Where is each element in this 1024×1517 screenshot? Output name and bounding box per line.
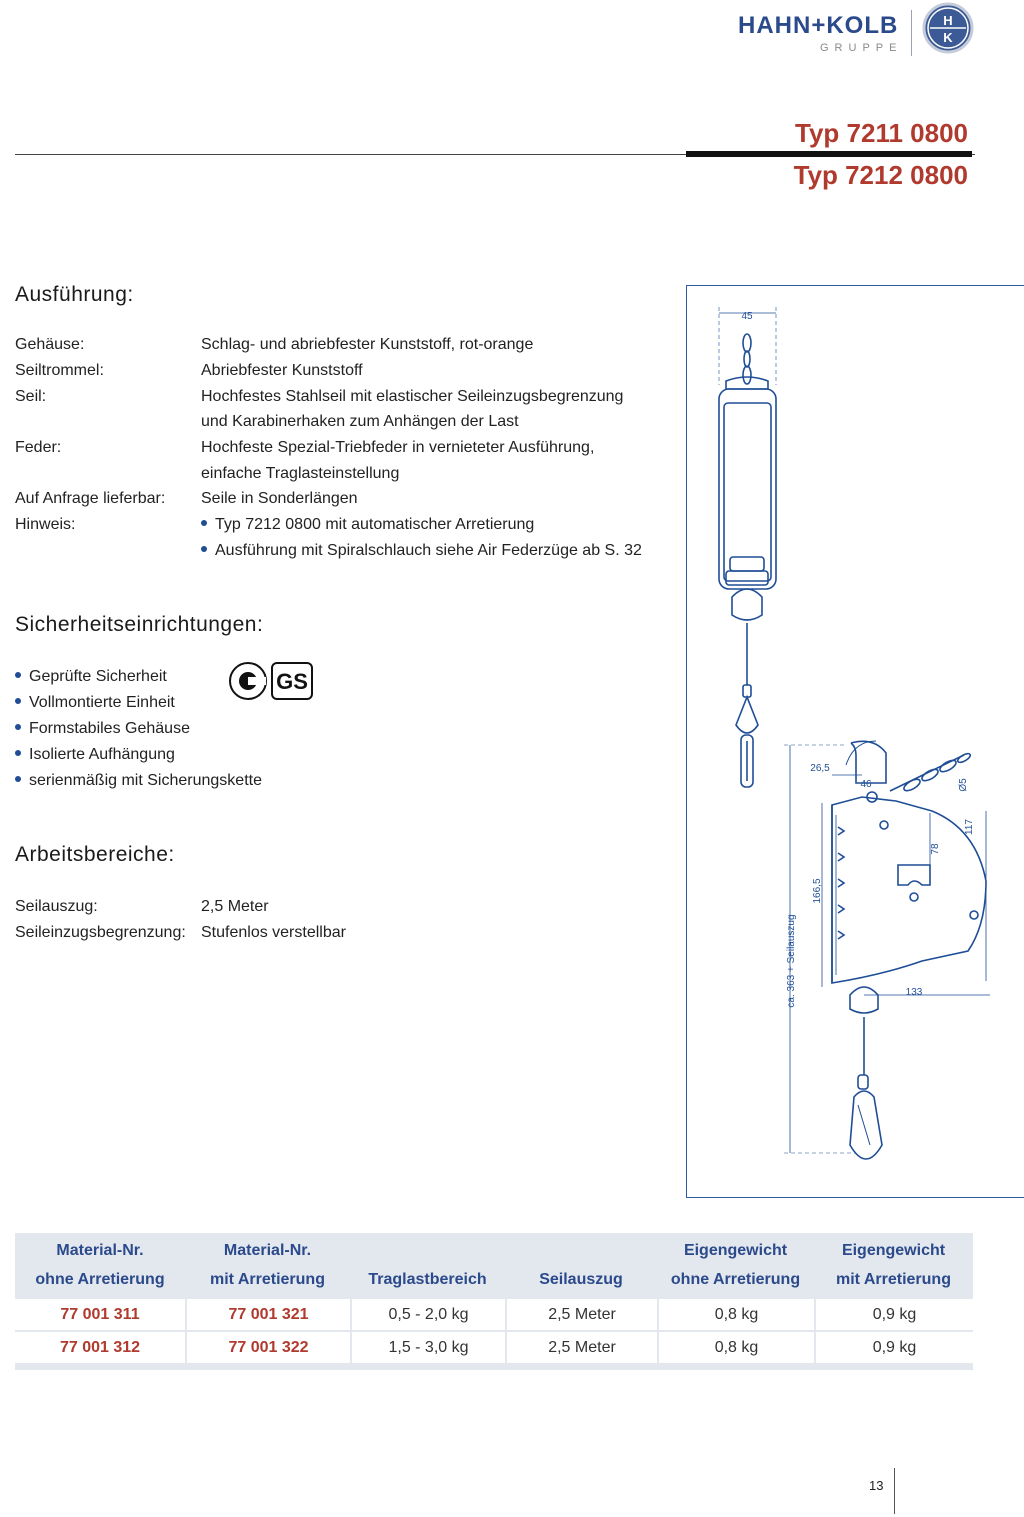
table-cell-material-nr: 77 001 312 [15, 1330, 185, 1363]
gs-mark: GS [276, 669, 308, 694]
spec-label: Gehäuse: [15, 336, 85, 353]
bullet-icon [201, 520, 207, 526]
work-range-label: Seileinzugsbegrenzung: [15, 924, 186, 941]
safety-bullet: Formstabiles Gehäuse [15, 720, 190, 738]
column-header: Eigengewicht mit Arretierung [836, 1242, 951, 1288]
spec-label: Auf Anfrage lieferbar: [15, 490, 166, 507]
work-range-label: Seilauszug: [15, 898, 98, 915]
technical-drawing [686, 285, 1024, 1203]
table-row [15, 1330, 973, 1363]
dim-label: 133 [905, 987, 923, 998]
bullet-icon [15, 776, 21, 782]
bullet-icon [15, 698, 21, 704]
safety-bullet: serienmäßig mit Sicherungskette [15, 772, 262, 790]
spec-label: Seiltrommel: [15, 362, 104, 379]
spec-value-continued: und Karabinerhaken zum Anhängen der Last [201, 413, 519, 430]
column-header: Traglastbereich [368, 1271, 487, 1288]
table-cell: 0,9 kg [814, 1330, 973, 1363]
brand-badge-icon [922, 2, 974, 59]
logo-divider [911, 10, 912, 56]
dim-label: Ø5 [958, 778, 969, 792]
brand-logo-subtitle: GRUPPE [820, 42, 903, 54]
table-cell: 0,8 kg [657, 1330, 814, 1363]
section-heading-sicherheit: Sicherheitseinrichtungen: [15, 613, 264, 636]
table-cell: 0,5 - 2,0 kg [350, 1297, 505, 1330]
column-header: Eigengewicht ohne Arretierung [670, 1242, 801, 1288]
table-cell-material-nr: 77 001 311 [15, 1297, 185, 1330]
safety-bullet: Geprüfte Sicherheit [15, 668, 167, 686]
spec-label: Feder: [15, 439, 62, 456]
dim-label: ca. 363 + Seilauszug [786, 914, 797, 1008]
page-number-divider [894, 1468, 895, 1514]
title-rule-accent [686, 151, 972, 157]
dim-label: 45 [741, 311, 753, 322]
spec-value: Hochfeste Spezial-Triebfeder in vernieteter Ausführung, [201, 439, 595, 456]
spec-value: Seile in Sonderlängen [201, 490, 358, 507]
dim-label: 166,5 [812, 878, 823, 904]
column-header: Material-Nr. ohne Arretierung [35, 1242, 165, 1288]
certification-badge-icon [228, 661, 314, 706]
badge-letter-top: H [943, 13, 953, 28]
table-cell: 0,9 kg [814, 1297, 973, 1330]
product-title-1: Typ 7211 0800 [795, 118, 968, 148]
table-cell: 1,5 - 3,0 kg [350, 1330, 505, 1363]
bullet-icon [15, 672, 21, 678]
spec-value: Schlag- und abriebfester Kunststoff, rot-orange [201, 336, 534, 353]
dim-label: 117 [964, 819, 975, 835]
spec-label: Seil: [15, 388, 47, 405]
badge-letter-bottom: K [943, 30, 953, 45]
table-cell-material-nr: 77 001 322 [185, 1330, 350, 1363]
table-cell: 0,8 kg [657, 1297, 814, 1330]
safety-bullet: Vollmontierte Einheit [15, 694, 175, 712]
column-header: Material-Nr. mit Arretierung [210, 1242, 325, 1288]
product-title-2: Typ 7212 0800 [793, 160, 968, 190]
dim-label: 46 [860, 779, 872, 790]
column-header: Seilauszug [539, 1271, 623, 1288]
spec-label: Hinweis: [15, 516, 76, 533]
product-table [15, 1233, 973, 1370]
section-heading-arbeitsbereiche: Arbeitsbereiche: [15, 843, 175, 866]
table-row [15, 1297, 973, 1330]
spec-value: Hochfestes Stahlseil mit elastischer Seileinzugsbegrenzung [201, 388, 624, 405]
bullet-icon [201, 546, 207, 552]
hinweis-bullet: Ausführung mit Spiralschlauch siehe Air Federzüge ab S. 32 [201, 542, 642, 560]
work-range-value: 2,5 Meter [201, 898, 269, 915]
spec-value-continued: einfache Traglasteinstellung [201, 465, 400, 482]
section-heading-ausfuehrung: Ausführung: [15, 283, 134, 306]
table-cell-material-nr: 77 001 321 [185, 1297, 350, 1330]
table-cell: 2,5 Meter [505, 1297, 657, 1330]
dim-label: 78 [930, 843, 941, 855]
safety-bullet: Isolierte Aufhängung [15, 746, 175, 764]
hinweis-bullet: Typ 7212 0800 mit automatischer Arretierung [201, 516, 534, 534]
bullet-icon [15, 750, 21, 756]
bullet-icon [15, 724, 21, 730]
table-cell: 2,5 Meter [505, 1330, 657, 1363]
brand-logo-text: HAHN+KOLB [738, 12, 899, 39]
work-range-value: Stufenlos verstellbar [201, 924, 346, 941]
spec-value: Abriebfester Kunststoff [201, 362, 363, 379]
dim-label: 26,5 [810, 763, 830, 774]
page-number: 13 [869, 1478, 884, 1493]
